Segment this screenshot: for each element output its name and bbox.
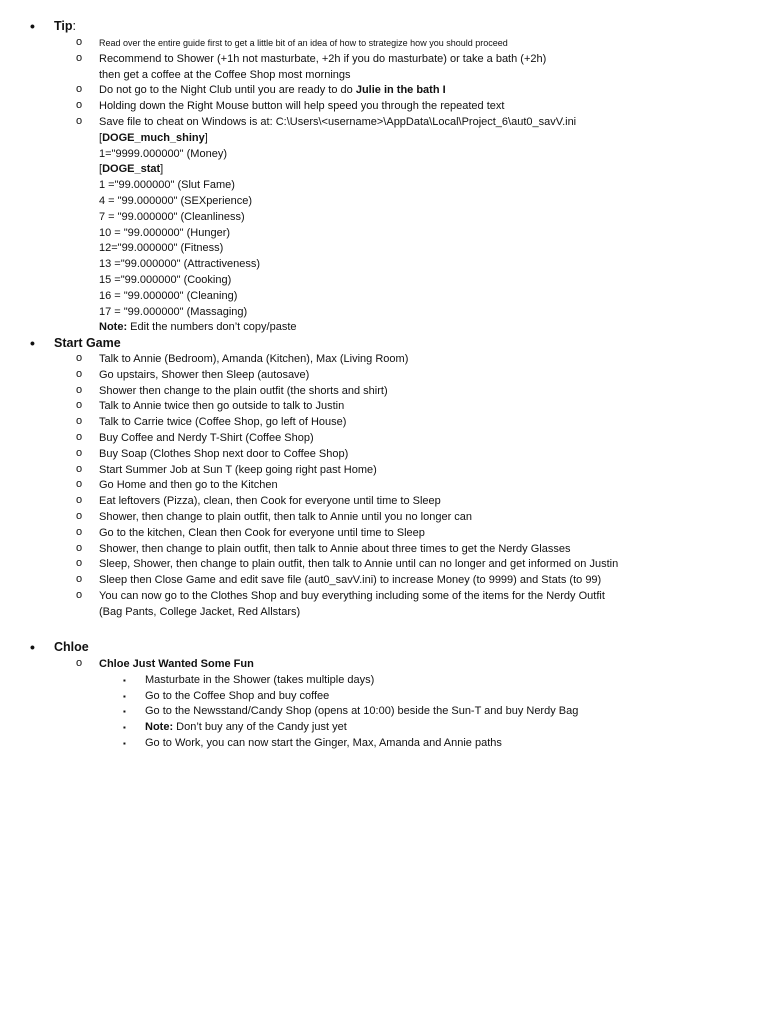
note: Note: Edit the numbers don’t copy/paste [99,321,297,334]
chloe-section [0,638,768,752]
list-item: o Sleep, Shower, then change to plain outfit, then talk to Annie until can no longer and get informed on Justin [76,557,619,571]
ini-line: 7 = "99.000000" (Cleanliness) [99,210,245,223]
ini-line: 10 = "99.000000" (Hunger) [99,226,231,239]
ini-line: 1="9999.000000" (Money) [99,147,227,160]
list-item-continuation: then get a coffee at the Coffee Shop most mornings [99,68,351,81]
list-item: o Shower, then change to plain outfit, then talk to Annie until you no longer can [76,509,473,523]
list-item: o Save file to cheat on Windows is at: C:\Users\<username>\AppData\Local\Project_6\aut0_savV.ini [76,114,577,128]
ini-line: 4 = "99.000000" (SEXperience) [99,194,253,207]
tip-section [0,17,768,336]
list-item: ▪ Go to Work, you can now start the Ginger, Max, Amanda and Annie paths [123,736,502,749]
start-game-section [0,334,768,621]
list-item: o Sleep then Close Game and edit save file (aut0_savV.ini) to increase Money (to 9999) and Stats (to 99) [76,573,602,587]
list-item: o Shower, then change to plain outfit, then talk to Annie about three times to get the Nerdy Glasses [76,541,571,555]
list-item: o Recommend to Shower (+1h not masturbate, +2h if you do masturbate) or take a bath (+2h) [76,51,547,65]
list-item: o Buy Coffee and Nerdy T-Shirt (Coffee Shop) [76,430,314,444]
list-item: o Go upstairs, Shower then Sleep (autosave) [76,367,310,381]
list-item: o Buy Soap (Clothes Shop next door to Coffee Shop) [76,446,349,460]
ini-section-header: [DOGE_much_shiny] [99,131,208,144]
chloe-heading: • Chloe [30,639,89,655]
list-item: o Talk to Annie twice then go outside to talk to Justin [76,399,345,413]
ini-section-header: [DOGE_stat] [99,163,164,176]
ini-line: 17 = "99.000000" (Massaging) [99,305,248,318]
ini-line: 13 ="99.000000" (Attractiveness) [99,258,260,271]
start-game-heading: • Start Game [30,335,121,351]
ini-line: 1 ="99.000000" (Slut Fame) [99,179,235,192]
list-item: ▪ Go to the Newsstand/Candy Shop (opens at 10:00) beside the Sun-T and buy Nerdy Bag [123,705,579,718]
ini-line: 12="99.000000" (Fitness) [99,242,224,255]
list-item: o Do not go to the Night Club until you are ready to do Julie in the bath I [76,83,446,97]
list-item: ▪ Go to the Coffee Shop and buy coffee [123,689,330,702]
list-item: o Start Summer Job at Sun T (keep going right past Home) [76,462,377,476]
tip-heading: • Tip: [30,18,77,34]
list-item: o Eat leftovers (Pizza), clean, then Cook for everyone until time to Sleep [76,494,441,508]
bullet: • [30,18,35,34]
list-item: ▪ Masturbate in the Shower (takes multiple days) [123,673,375,686]
list-item: o Go Home and then go to the Kitchen [76,478,278,492]
list-item: o Shower then change to the plain outfit (the shorts and shirt) [76,383,388,397]
list-item: o Talk to Carrie twice (Coffee Shop, go left of House) [76,415,347,429]
list-item: o Read over the entire guide first to get a little bit of an idea of how to strategize how you should proceed [76,36,508,48]
sub-heading: o Chloe Just Wanted Some Fun [76,657,254,670]
note: ▪ Note: Don’t buy any of the Candy just yet [123,721,347,734]
list-item: o Go to the kitchen, Clean then Cook for everyone until time to Sleep [76,525,425,539]
list-item: o Holding down the Right Mouse button will help speed you through the repeated text [76,99,505,113]
ini-line: 15 ="99.000000" (Cooking) [99,273,232,286]
list-item: o Talk to Annie (Bedroom), Amanda (Kitchen), Max (Living Room) [76,352,409,365]
list-item-continuation: (Bag Pants, College Jacket, Red Allstars) [99,605,301,618]
ini-line: 16 = "99.000000" (Cleaning) [99,289,238,302]
list-item: o You can now go to the Clothes Shop and buy everything including some of the items for the Nerdy Outfit [76,588,605,602]
